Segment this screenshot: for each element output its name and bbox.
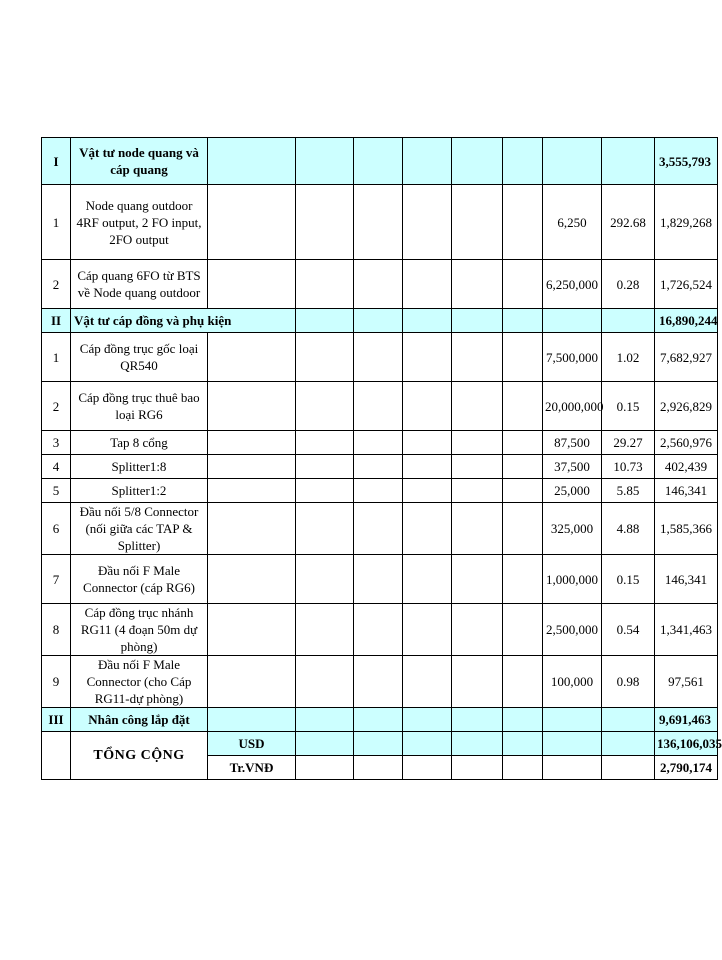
- item-quantity: 100,000: [543, 656, 602, 708]
- grand-total-label: TỔNG CỘNG: [71, 732, 208, 780]
- item-number: 3: [42, 431, 71, 455]
- table-row: [42, 656, 718, 708]
- item-description: Splitter1:2: [71, 479, 208, 503]
- cost-table: [41, 137, 722, 780]
- item-quantity: 25,000: [543, 479, 602, 503]
- table-row: [42, 260, 718, 309]
- item-description: Đầu nối 5/8 Connector (nối giữa các TAP & Splitter): [71, 503, 208, 555]
- section-row: [42, 708, 718, 732]
- item-unit-price: 0.15: [602, 382, 655, 431]
- item-number: 4: [42, 455, 71, 479]
- grand-total-row: [42, 732, 718, 756]
- item-description: Splitter1:8: [71, 455, 208, 479]
- item-amount: 1,341,463: [655, 604, 718, 656]
- item-amount: 1,829,268: [655, 185, 718, 260]
- section-row: [42, 309, 718, 333]
- item-quantity: 6,250,000: [543, 260, 602, 309]
- item-number: 5: [42, 479, 71, 503]
- usd-label: USD: [208, 732, 296, 756]
- item-quantity: 20,000,000: [543, 382, 602, 431]
- table-row: [42, 479, 718, 503]
- section-total: 16,890,244: [655, 309, 718, 333]
- item-unit-price: 0.54: [602, 604, 655, 656]
- item-number: 6: [42, 503, 71, 555]
- item-number: 2: [42, 260, 71, 309]
- item-description: Cáp quang 6FO từ BTS về Node quang outdoor: [71, 260, 208, 309]
- item-unit-price: 292.68: [602, 185, 655, 260]
- item-amount: 402,439: [655, 455, 718, 479]
- item-unit-price: 5.85: [602, 479, 655, 503]
- item-description: Tap 8 cổng: [71, 431, 208, 455]
- item-amount: 146,341: [655, 479, 718, 503]
- item-unit-price: 0.98: [602, 656, 655, 708]
- item-description: Đầu nối F Male Connector (cáp RG6): [71, 555, 208, 604]
- item-description: Cáp đồng trục gốc loại QR540: [71, 333, 208, 382]
- item-amount: 2,560,976: [655, 431, 718, 455]
- item-amount: 1,726,524: [655, 260, 718, 309]
- item-amount: 1,585,366: [655, 503, 718, 555]
- section-row: [42, 138, 718, 185]
- item-quantity: 6,250: [543, 185, 602, 260]
- vnd-total: 2,790,174: [655, 756, 718, 780]
- section-title: Nhân công lắp đặt: [71, 708, 208, 732]
- item-description: Đầu nối F Male Connector (cho Cáp RG11-dự phòng): [71, 656, 208, 708]
- section-number: I: [42, 138, 71, 185]
- item-number: 1: [42, 185, 71, 260]
- item-amount: 2,926,829: [655, 382, 718, 431]
- item-amount: 146,341: [655, 555, 718, 604]
- section-number: III: [42, 708, 71, 732]
- table-row: [42, 185, 718, 260]
- item-number: 8: [42, 604, 71, 656]
- section-number: II: [42, 309, 71, 333]
- usd-total: 136,106,035: [655, 732, 718, 756]
- item-unit-price: 29.27: [602, 431, 655, 455]
- item-number: 2: [42, 382, 71, 431]
- section-title: Vật tư cáp đồng và phụ kiện: [71, 309, 296, 333]
- table-row: [42, 555, 718, 604]
- item-quantity: 7,500,000: [543, 333, 602, 382]
- table-row: [42, 604, 718, 656]
- vnd-label: Tr.VNĐ: [208, 756, 296, 780]
- item-amount: 7,682,927: [655, 333, 718, 382]
- item-description: Cáp đồng trục nhánh RG11 (4 đoạn 50m dự phòng): [71, 604, 208, 656]
- item-number: 1: [42, 333, 71, 382]
- table-row: [42, 382, 718, 431]
- item-unit-price: 0.28: [602, 260, 655, 309]
- item-unit-price: 10.73: [602, 455, 655, 479]
- section-total: 9,691,463: [655, 708, 718, 732]
- table-row: [42, 431, 718, 455]
- item-unit-price: 0.15: [602, 555, 655, 604]
- item-unit-price: 4.88: [602, 503, 655, 555]
- item-unit-price: 1.02: [602, 333, 655, 382]
- table-row: [42, 333, 718, 382]
- item-quantity: 325,000: [543, 503, 602, 555]
- item-description: Cáp đồng trục thuê bao loại RG6: [71, 382, 208, 431]
- item-amount: 97,561: [655, 656, 718, 708]
- table-row: [42, 503, 718, 555]
- section-title: Vật tư node quang và cáp quang: [71, 138, 208, 185]
- item-description: Node quang outdoor 4RF output, 2 FO input, 2FO output: [71, 185, 208, 260]
- section-total: 3,555,793: [655, 138, 718, 185]
- item-number: 9: [42, 656, 71, 708]
- item-number: 7: [42, 555, 71, 604]
- item-quantity: 37,500: [543, 455, 602, 479]
- item-quantity: 87,500: [543, 431, 602, 455]
- item-quantity: 1,000,000: [543, 555, 602, 604]
- table-row: [42, 455, 718, 479]
- item-quantity: 2,500,000: [543, 604, 602, 656]
